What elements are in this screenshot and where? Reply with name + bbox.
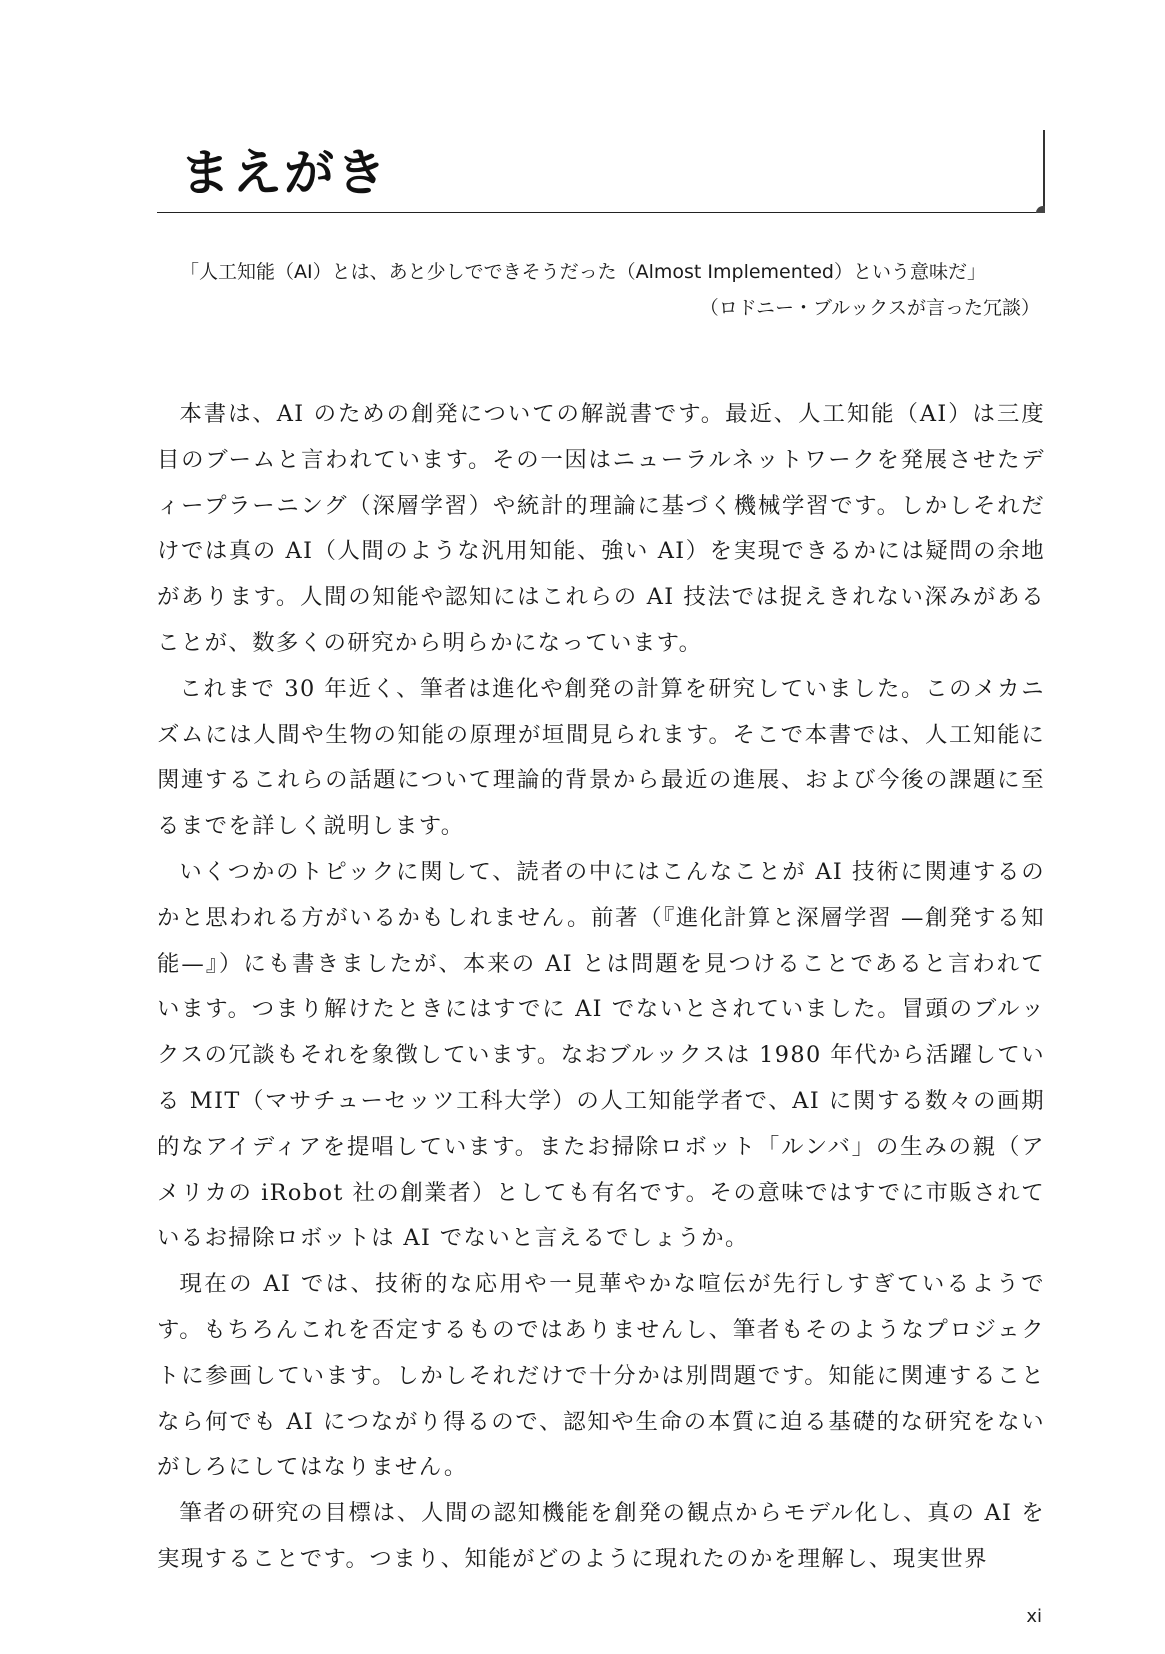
body-paragraph: 本書は、AI のための創発についての解説書です。最近、人工知能（AI）は三度目のブームと言われています。その一因はニューラルネットワークを発展させたディープラーニング（深層学習）や統計的理論に基づく機械学習です。しかしそれだけでは真の AI（人間のような汎用知能、強い AI）を実現できるかには疑問の余地があります。人間の知能や認知にはこれらの AI 技法では捉えきれない深みがあることが、数多くの研究から明らかになっています。 bbox=[157, 401, 1045, 656]
page-number: xi bbox=[1026, 1606, 1042, 1627]
epigraph bbox=[180, 254, 1040, 326]
body-paragraph: これまで 30 年近く、筆者は進化や創発の計算を研究していました。このメカニズムには人間や生物の知能の原理が垣間見られます。そこで本書では、人工知能に関連するこれらの話題について理論的背景から最近の進展、および今後の課題に至るまでを詳しく説明します。 bbox=[157, 675, 1045, 840]
body-paragraph: 筆者の研究の目標は、人間の認知機能を創発の観点からモデル化し、真の AI を実現することです。つまり、知能がどのように現れたのかを理解し、現実世界 bbox=[157, 1500, 1045, 1572]
chapter-title: まえがき bbox=[180, 144, 388, 202]
epigraph-quote: 「人工知能（AI）とは、あと少しでできそうだった（Almost Implemented）という意味だ」 bbox=[180, 261, 986, 283]
body-paragraph: 現在の AI では、技術的な応用や一見華やかな喧伝が先行しすぎているようです。もちろんこれを否定するものではありませんし、筆者もそのようなプロジェクトに参画しています。しかしそれだけで十分かは別問題です。知能に関連することなら何でも AI につながり得るので、認知や生命の本質に迫る基礎的な研究をないがしろにしてはなりません。 bbox=[157, 1271, 1045, 1481]
heading-corner-mark bbox=[1036, 206, 1045, 213]
heading-rule bbox=[157, 212, 1043, 213]
body-paragraph: いくつかのトピックに関して、読者の中にはこんなことが AI 技術に関連するのかと思われる方がいるかもしれません。前著（『進化計算と深層学習 —創発する知能—』）にも書きましたが、本来の AI とは問題を見つけることであると言われています。つまり解けたときにはすでに AI でないとされていました。冒頭のブルックスの冗談もそれを象徴しています。なおブルックスは 1980 年代から活躍している MIT（マサチューセッツ工科大学）の人工知能学者で、AI に関する数々の画期的なアイディアを提唱しています。またお掃除ロボット「ルンバ」の生みの親（アメリカの iRobot 社の創業者）としても有名です。その意味ではすでに市販されているお掃除ロボットは AI でないと言えるでしょうか。 bbox=[157, 858, 1045, 1252]
heading-side-rule bbox=[1043, 130, 1045, 212]
body-text bbox=[157, 392, 1045, 1583]
epigraph-attribution: （ロドニー・ブルックスが言った冗談） bbox=[699, 297, 1040, 319]
